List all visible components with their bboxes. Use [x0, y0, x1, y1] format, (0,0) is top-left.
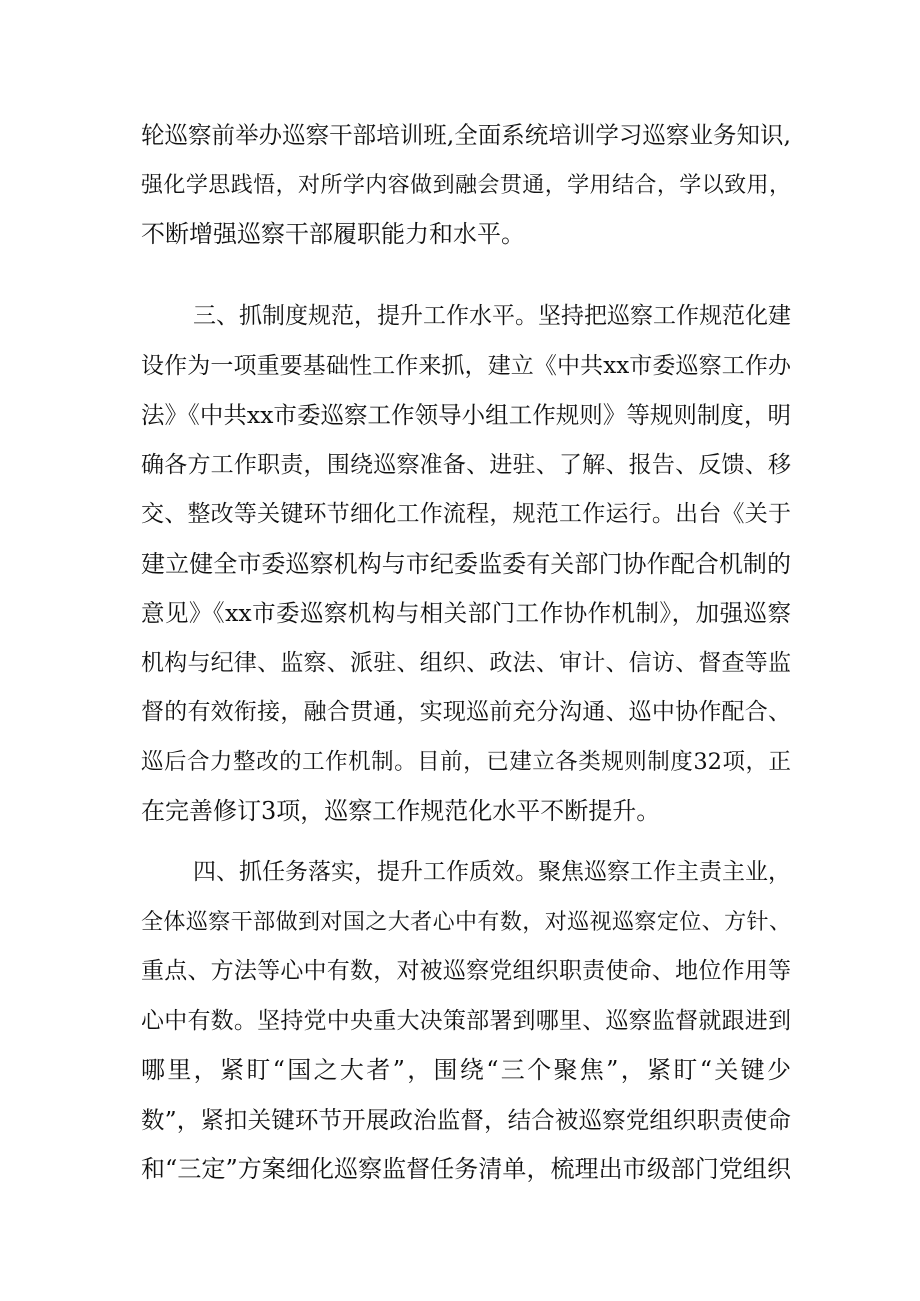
text-line: 交、整改等关键环节细化工作流程，规范工作运行。出台《关于 [141, 501, 791, 527]
text-line: 法》《中共xx市委巡察工作领导小组工作规则》等规则制度，明 [141, 401, 791, 429]
text-line: 和“三定”方案细化巡察监督任务清单，梳理出市级部门党组织 [141, 1155, 791, 1183]
text-line: 设作为一项重要基础性工作来抓，建立《中共xx市委巡察工作办 [141, 352, 791, 379]
text-line: 意见》《xx市委巡察机构与相关部门工作协作机制》，加强巡察 [141, 599, 791, 627]
text-line: 心中有数。坚持党中央重大决策部署到哪里、巡察监督就跟进到 [141, 1007, 791, 1034]
text-line: 机构与纪律、监察、派驻、组织、政法、审计、信访、督查等监 [141, 649, 791, 676]
text-line: 确各方工作职责，围绕巡察准备、进驻、了解、报告、反馈、移 [141, 451, 791, 478]
text-line: 哪里，紧盯“国之大者”，围绕“三个聚焦”，紧盯“关键少 [141, 1056, 791, 1084]
text-line: 在完善修订3项，巡察工作规范化水平不断提升。 [141, 797, 661, 825]
text-line: 建立健全市委巡察机构与市纪委监委有关部门协作配合机制的 [141, 549, 791, 578]
text-line: 四、抓任务落实，提升工作质效。聚焦巡察工作主责主业， [193, 859, 791, 885]
text-line: 督的有效衔接，融合贯通，实现巡前充分沟通、巡中协作配合、 [141, 699, 791, 725]
paragraph-task-implementation [141, 848, 791, 1195]
paragraph-training [141, 111, 791, 260]
text-line: 轮巡察前举办巡察干部培训班,全面系统培训学习巡察业务知识, [141, 121, 791, 149]
text-line: 数”，紧扣关键环节开展政治监督，结合被巡察党组织职责使命 [141, 1105, 791, 1134]
text-line: 三、抓制度规范，提升工作水平。坚持把巡察工作规范化建 [193, 303, 791, 329]
text-line: 全体巡察干部做到对国之大者心中有数，对巡视巡察定位、方针、 [141, 909, 791, 935]
text-line: 不断增强巡察干部履职能力和水平。 [141, 220, 525, 248]
text-line: 重点、方法等心中有数，对被巡察党组织职责使命、地位作用等 [141, 958, 791, 984]
text-line: 强化学思践悟，对所学内容做到融会贯通，学用结合，学以致用， [141, 172, 791, 198]
text-line: 巡后合力整改的工作机制。目前，已建立各类规则制度32项，正 [141, 748, 791, 775]
paragraph-system-standards [141, 292, 791, 837]
